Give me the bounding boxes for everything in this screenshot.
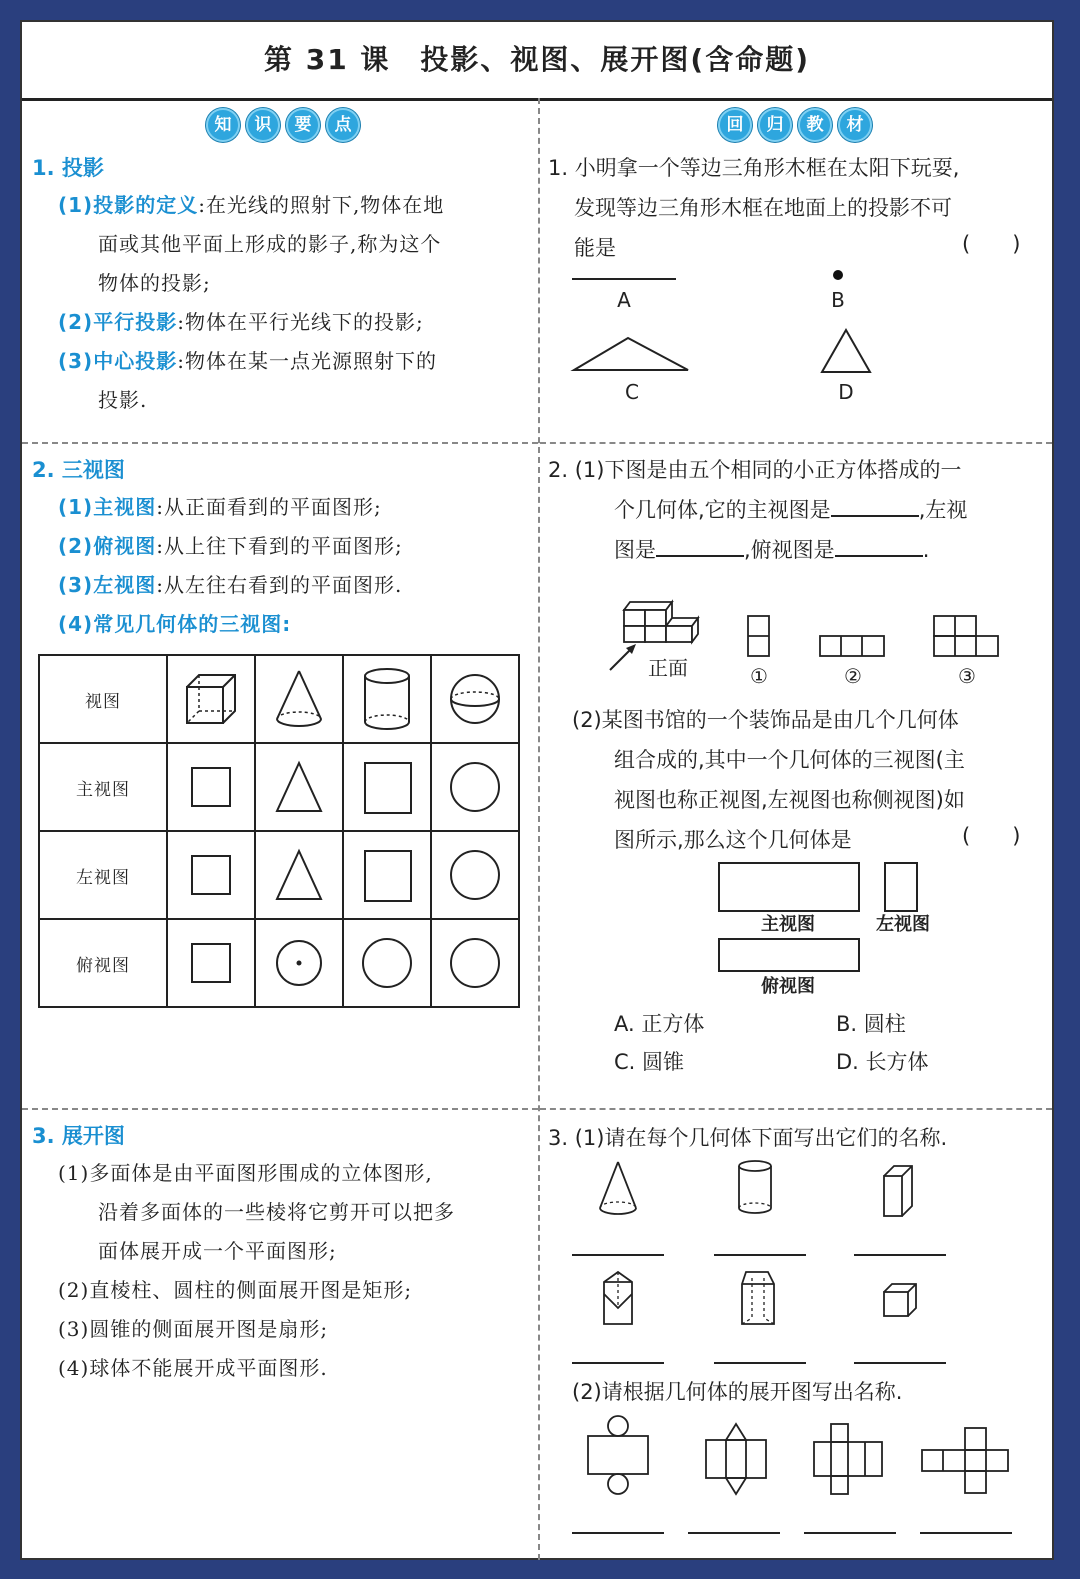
option-label[interactable]: B xyxy=(831,288,845,312)
sphere-icon xyxy=(431,655,519,743)
small-cube-figure xyxy=(880,1280,920,1320)
top-view-rect xyxy=(718,938,860,972)
answer-line[interactable] xyxy=(572,1362,664,1364)
circle-dot-icon xyxy=(255,919,343,1007)
cylinder-figure xyxy=(734,1158,778,1220)
answer-line[interactable] xyxy=(688,1532,780,1534)
option-label[interactable]: A xyxy=(617,288,631,312)
option-label[interactable]: D xyxy=(838,380,854,404)
worksheet xyxy=(20,20,1054,1560)
projection-definitions xyxy=(58,186,538,420)
section-heading: 2. 三视图 xyxy=(32,458,125,482)
badge: 教 xyxy=(798,108,832,142)
choice-d[interactable]: D. 长方体 xyxy=(836,1050,929,1074)
option-a-line xyxy=(572,278,676,280)
main-view-rect xyxy=(718,862,860,912)
section-heading: 1. 投影 xyxy=(32,156,104,180)
square-icon xyxy=(343,831,431,919)
triangular-prism-net-figure xyxy=(702,1420,770,1500)
row-header: 俯视图 xyxy=(39,919,167,1007)
view-label[interactable]: ① xyxy=(750,664,768,688)
row-divider xyxy=(540,442,1052,444)
option-d-triangle xyxy=(816,326,876,376)
answer-line[interactable] xyxy=(572,1532,664,1534)
page-title: 第 31 课 投影、视图、展开图(含命题) xyxy=(22,22,1052,101)
knowledge-badges xyxy=(206,108,360,142)
badge: 识 xyxy=(246,108,280,142)
choice-a[interactable]: A. 正方体 xyxy=(614,1012,705,1036)
view-name: 主视图 xyxy=(761,914,815,935)
option-label[interactable]: C xyxy=(625,380,639,404)
textbook-badges xyxy=(718,108,872,142)
definition-text: :物体在平行光线下的投影; xyxy=(177,310,424,334)
view-3-figure xyxy=(932,614,1002,660)
square-icon xyxy=(167,831,255,919)
square-icon xyxy=(343,743,431,831)
option-c-triangle xyxy=(570,334,692,374)
row-header: 视图 xyxy=(39,655,167,743)
cone-figure xyxy=(594,1158,644,1220)
term: (2)平行投影 xyxy=(58,310,178,334)
question-2-part-2: (2)某图书馆的一个装饰品是由几个几何体 组合成的,其中一个几何体的三视图(主 视图也称正视图,左视图也称侧视图)如 图所示,那么这个几何体是 xyxy=(572,708,965,852)
row-header: 主视图 xyxy=(39,743,167,831)
thin-prism-figure xyxy=(880,1162,916,1220)
square-icon xyxy=(167,919,255,1007)
row-divider xyxy=(540,1108,1052,1110)
badge: 点 xyxy=(326,108,360,142)
answer-line[interactable] xyxy=(572,1254,664,1256)
option-b-point xyxy=(833,270,843,280)
three-views-table xyxy=(38,654,520,1008)
question-1: 1. 小明拿一个等边三角形木框在太阳下玩耍, 发现等边三角形木框在地面上的投影不可 能是 xyxy=(548,156,960,260)
term: (1)投影的定义 xyxy=(58,193,199,217)
definition-text: 投影. xyxy=(98,388,148,412)
left-view-rect xyxy=(884,862,918,912)
cone-icon xyxy=(255,655,343,743)
circle-icon xyxy=(431,919,519,1007)
view-definitions: (1)主视图:从正面看到的平面图形; (2)俯视图:从上往下看到的平面图形; (3)左视图:从左往右看到的平面图形. (4)常见几何体的三视图: xyxy=(58,495,403,636)
answer-line[interactable] xyxy=(804,1532,896,1534)
definition-text: :物体在某一点光源照射下的 xyxy=(177,349,437,373)
square-icon xyxy=(167,743,255,831)
cube-icon xyxy=(167,655,255,743)
view-label[interactable]: ③ xyxy=(958,664,976,688)
row-header: 左视图 xyxy=(39,831,167,919)
answer-blank[interactable] xyxy=(835,535,923,557)
badge: 归 xyxy=(758,108,792,142)
question-2-part-1: 2. (1)下图是由五个相同的小正方体搭成的一 个几何体,它的主视图是 ,左视 图是 ,俯视图是 . xyxy=(548,458,968,562)
triangle-icon xyxy=(255,831,343,919)
view-label[interactable]: ② xyxy=(844,664,862,688)
answer-blank[interactable] xyxy=(656,535,744,557)
question-3-part-2: (2)请根据几何体的展开图写出名称. xyxy=(572,1380,903,1404)
circle-icon xyxy=(343,919,431,1007)
hexagonal-prism-figure xyxy=(738,1268,778,1328)
answer-line[interactable] xyxy=(854,1362,946,1364)
pentagonal-prism-figure xyxy=(600,1268,636,1328)
answer-line[interactable] xyxy=(714,1362,806,1364)
definition-text: 物体的投影; xyxy=(98,271,211,295)
answer-line[interactable] xyxy=(854,1254,946,1256)
cylinder-icon xyxy=(343,655,431,743)
term: (3)中心投影 xyxy=(58,349,178,373)
circle-icon xyxy=(431,831,519,919)
view-1-figure xyxy=(746,614,772,658)
triangle-icon xyxy=(255,743,343,831)
badge: 知 xyxy=(206,108,240,142)
cube-net-figure xyxy=(918,1424,1012,1498)
front-label: 正面 xyxy=(648,656,688,680)
rect-prism-net-figure xyxy=(810,1420,886,1500)
badge: 材 xyxy=(838,108,872,142)
circle-icon xyxy=(431,743,519,831)
badge: 要 xyxy=(286,108,320,142)
view-name: 俯视图 xyxy=(761,976,815,997)
answer-bracket[interactable]: ( ) xyxy=(962,232,1021,256)
question-3-part-1: 3. (1)请在每个几何体下面写出它们的名称. xyxy=(548,1126,948,1150)
choice-b[interactable]: B. 圆柱 xyxy=(836,1012,906,1036)
section-heading: 3. 展开图 xyxy=(32,1124,125,1148)
view-2-figure xyxy=(818,634,888,658)
badge: 回 xyxy=(718,108,752,142)
view-name: 左视图 xyxy=(876,914,930,935)
choice-c[interactable]: C. 圆锥 xyxy=(614,1050,685,1074)
definition-text: :在光线的照射下,物体在地 xyxy=(198,193,445,217)
definition-text: 面或其他平面上形成的影子,称为这个 xyxy=(98,232,442,256)
answer-bracket[interactable]: ( ) xyxy=(962,824,1021,848)
net-definitions: (1)多面体是由平面图形围成的立体图形, 沿着多面体的一些棱将它剪开可以把多 面体展开成一个平面图形; (2)直棱柱、圆柱的侧面展开图是矩形; (3)圆锥的侧面展开图是扇形; (4)球体不能展开成平面图形. xyxy=(58,1161,455,1380)
cylinder-net-figure xyxy=(582,1414,652,1514)
answer-line[interactable] xyxy=(920,1532,1012,1534)
row-divider xyxy=(22,1108,538,1110)
answer-blank[interactable] xyxy=(831,495,919,517)
row-divider xyxy=(22,442,538,444)
answer-line[interactable] xyxy=(714,1254,806,1256)
column-divider xyxy=(538,98,540,1560)
